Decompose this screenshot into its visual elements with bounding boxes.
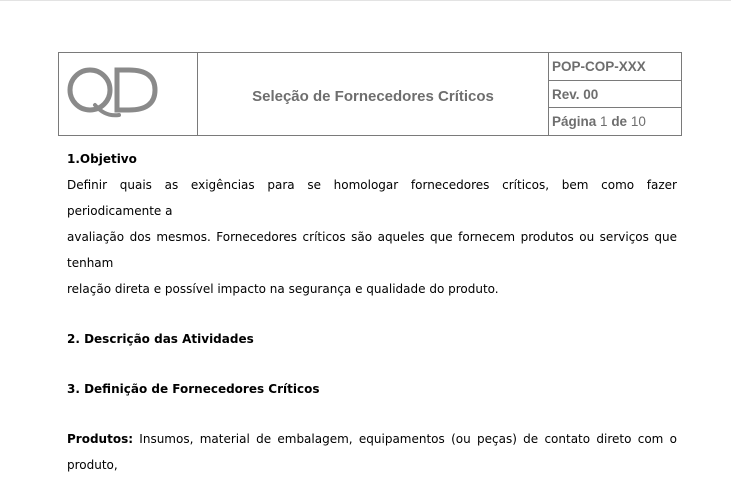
section3-heading: 3. Definição de Fornecedores Críticos (67, 382, 320, 396)
revision (549, 81, 681, 109)
page-number (549, 108, 681, 135)
info-cell (549, 53, 681, 135)
doc-code (549, 53, 681, 81)
document-body (67, 146, 677, 478)
section1-heading: 1.Objetivo (67, 152, 137, 166)
document-title: Seleção de Fornecedores Críticos (252, 87, 494, 105)
products-paragraph (67, 426, 677, 478)
title-cell (198, 53, 549, 135)
page-current: 1 (600, 114, 608, 130)
section2-heading: 2. Descrição das Atividades (67, 332, 254, 346)
spacer (67, 302, 677, 326)
revision-text: Rev. 00 (552, 86, 599, 102)
logo-cell (59, 53, 198, 135)
products-text: Insumos, material de embalagem, equipamentos (ou peças) de contato direto com o produto, (67, 432, 677, 472)
spacer (67, 402, 677, 426)
page-of: de (611, 114, 628, 130)
doc-code-text: POP-COP-XXX (552, 58, 646, 74)
document-header (58, 52, 682, 136)
section1-line3: relação direta e possível impacto na segurança e qualidade do produto. (67, 282, 499, 296)
products-label: Produtos: (67, 432, 134, 446)
page-label: Página (552, 114, 597, 130)
section1-line2: avaliação dos mesmos. Fornecedores críticos são aqueles que fornecem produtos ou serviços que tenham (67, 230, 677, 270)
page-total: 10 (630, 114, 646, 130)
qd-logo (65, 59, 165, 121)
section1-line1: Definir quais as exigências para se homologar fornecedores críticos, bem como fazer periodicamente a (67, 178, 677, 218)
spacer (67, 352, 677, 376)
